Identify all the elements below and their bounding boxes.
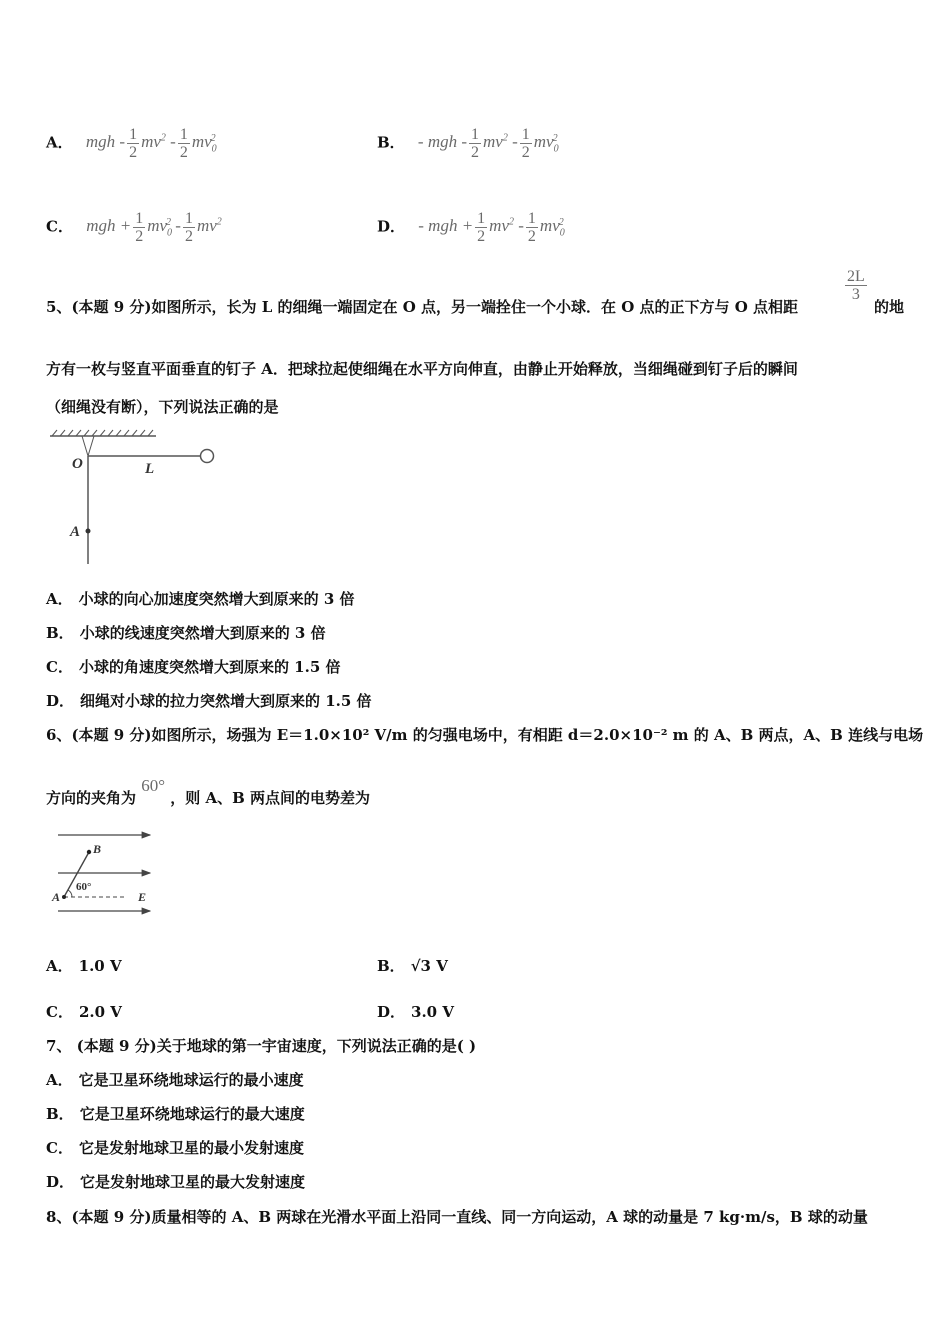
- option-text: 它是卫星环绕地球运行的最小速度: [78, 1071, 304, 1089]
- q8-stem: [46, 1206, 916, 1227]
- stem-text: (本题 9 分)质量相等的 A、B 两球在光滑水平面上沿同一直线、同一方向运动，A 球的动量是 7 kg·m/s，B 球的动量: [71, 1208, 868, 1226]
- q5-option-d: [46, 690, 372, 711]
- option-label: A．: [46, 590, 73, 608]
- option-label: C．: [46, 1139, 73, 1157]
- option-label: B．: [46, 624, 74, 642]
- q7-stem: [46, 1035, 476, 1056]
- label-o: O: [72, 456, 83, 472]
- q7-option-a: [46, 1069, 304, 1090]
- option-text: 小球的线速度突然增大到原来的 3 倍: [79, 624, 326, 642]
- q5-stem-line3: （细绳没有断），下列说法正确的是: [46, 398, 279, 416]
- q6-option-b: [377, 955, 448, 976]
- option-label: C．: [46, 658, 73, 676]
- angle-arc: [68, 890, 72, 897]
- q5-option-c: [46, 656, 341, 677]
- label-a: A: [52, 890, 61, 904]
- question-number: 8、: [46, 1208, 72, 1226]
- option-label: D．: [46, 692, 75, 710]
- q7-option-d: [46, 1171, 305, 1192]
- option-label: B．: [377, 957, 405, 975]
- q6-option-c: [46, 1001, 122, 1022]
- label-a: A: [70, 524, 81, 540]
- q6-option-d: [377, 1001, 454, 1022]
- q4-option-d: [377, 210, 564, 245]
- option-label: A．: [46, 1071, 73, 1089]
- option-label: A．: [46, 133, 73, 152]
- option-label: B．: [46, 1105, 74, 1123]
- ceiling-hatching: [52, 430, 153, 436]
- q5-stem-line2: 方有一枚与竖直平面垂直的钉子 A．把球拉起使细绳在水平方向伸直，由静止开始释放，当细绳碰到钉子后的瞬间: [46, 360, 798, 378]
- q5-fraction: [843, 268, 869, 303]
- fraction-numerator: 2L: [847, 268, 865, 285]
- q6-option-a: [46, 955, 122, 976]
- formula: - mgh - $\frac{1}{2}$ $mv^2$ - $\frac{1}{2}$ $mv_0^2$: [417, 126, 559, 161]
- angle-value: 60°: [141, 776, 166, 795]
- stem-text-pre: 方向的夹角为: [46, 789, 137, 807]
- q5-option-b: [46, 622, 326, 643]
- point-a: [62, 895, 66, 899]
- option-text: 它是卫星环绕地球运行的最大速度: [79, 1105, 305, 1123]
- support-right: [88, 436, 94, 456]
- formula: mgh + $\frac{1}{2}$ $mv_0^2$ - $\frac{1}{2}$ $mv^2$: [86, 210, 222, 245]
- question-number: 5、: [46, 298, 72, 316]
- option-text: √3 V: [410, 957, 448, 975]
- nail-point: [86, 529, 91, 534]
- q4-option-a: [46, 126, 216, 161]
- option-text: 3.0 V: [411, 1003, 454, 1021]
- question-number: 6、: [46, 726, 72, 744]
- fraction-denominator: 3: [851, 286, 860, 303]
- q5-stem-line1: [46, 296, 906, 317]
- q6-stem-line2: [46, 776, 371, 808]
- label-l: L: [145, 461, 155, 477]
- option-text: 2.0 V: [78, 1003, 122, 1021]
- stem-text: (本题 9 分)关于地球的第一宇宙速度，下列说法正确的是( ): [71, 1037, 477, 1055]
- option-label: A．: [46, 957, 73, 975]
- option-label: D．: [377, 217, 406, 236]
- stem-text-post: ，则 A、B 两点间的电势差为: [170, 789, 371, 807]
- formula: - mgh + $\frac{1}{2}$ $mv^2$ - $\frac{1}{2}$ $mv_0^2$: [418, 210, 565, 245]
- ball: [201, 450, 214, 463]
- q4-option-c: [46, 210, 222, 245]
- stem-text: (本题 9 分)如图所示，长为 L 的细绳一端固定在 O 点，另一端拴住一个小球．在 O 点的正下方与 O 点相距: [71, 298, 799, 316]
- formula: mgh - $\frac{1}{2}$ $mv^2$ - $\frac{1}{2}$ $mv_0^2$: [85, 126, 217, 161]
- support-left: [82, 436, 88, 456]
- q5-stem-line1-end: 的地: [874, 298, 905, 316]
- option-text: 小球的向心加速度突然增大到原来的 3 倍: [78, 590, 355, 608]
- q7-option-b: [46, 1103, 305, 1124]
- q6-stem-line1: [46, 724, 924, 745]
- q7-option-c: [46, 1137, 304, 1158]
- label-angle: 60°: [76, 881, 92, 893]
- option-text: 1.0 V: [78, 957, 122, 975]
- q5-pendulum-figure: [44, 428, 224, 570]
- option-label: B．: [377, 133, 405, 152]
- option-label: D．: [46, 1173, 75, 1191]
- option-label: C．: [46, 1003, 73, 1021]
- question-number: 7、: [46, 1037, 72, 1055]
- option-text: 小球的角速度突然增大到原来的 1.5 倍: [78, 658, 341, 676]
- q6-field-figure: [50, 828, 162, 920]
- stem-text: (本题 9 分)如图所示，场强为 E＝1.0×10² V/m 的匀强电场中，有相距 d＝2.0×10⁻² m 的 A、B 两点，A、B 连线与电场: [71, 726, 924, 744]
- option-text: 它是发射地球卫星的最大发射速度: [80, 1173, 306, 1191]
- option-text: 细绳对小球的拉力突然增大到原来的 1.5 倍: [80, 692, 372, 710]
- label-e: E: [138, 890, 147, 904]
- q5-option-a: [46, 588, 355, 609]
- option-label: C．: [46, 217, 73, 236]
- point-b: [87, 850, 91, 854]
- option-text: 它是发射地球卫星的最小发射速度: [78, 1139, 304, 1157]
- label-b: B: [93, 842, 102, 856]
- option-label: D．: [377, 1003, 406, 1021]
- q4-option-b: [377, 126, 558, 161]
